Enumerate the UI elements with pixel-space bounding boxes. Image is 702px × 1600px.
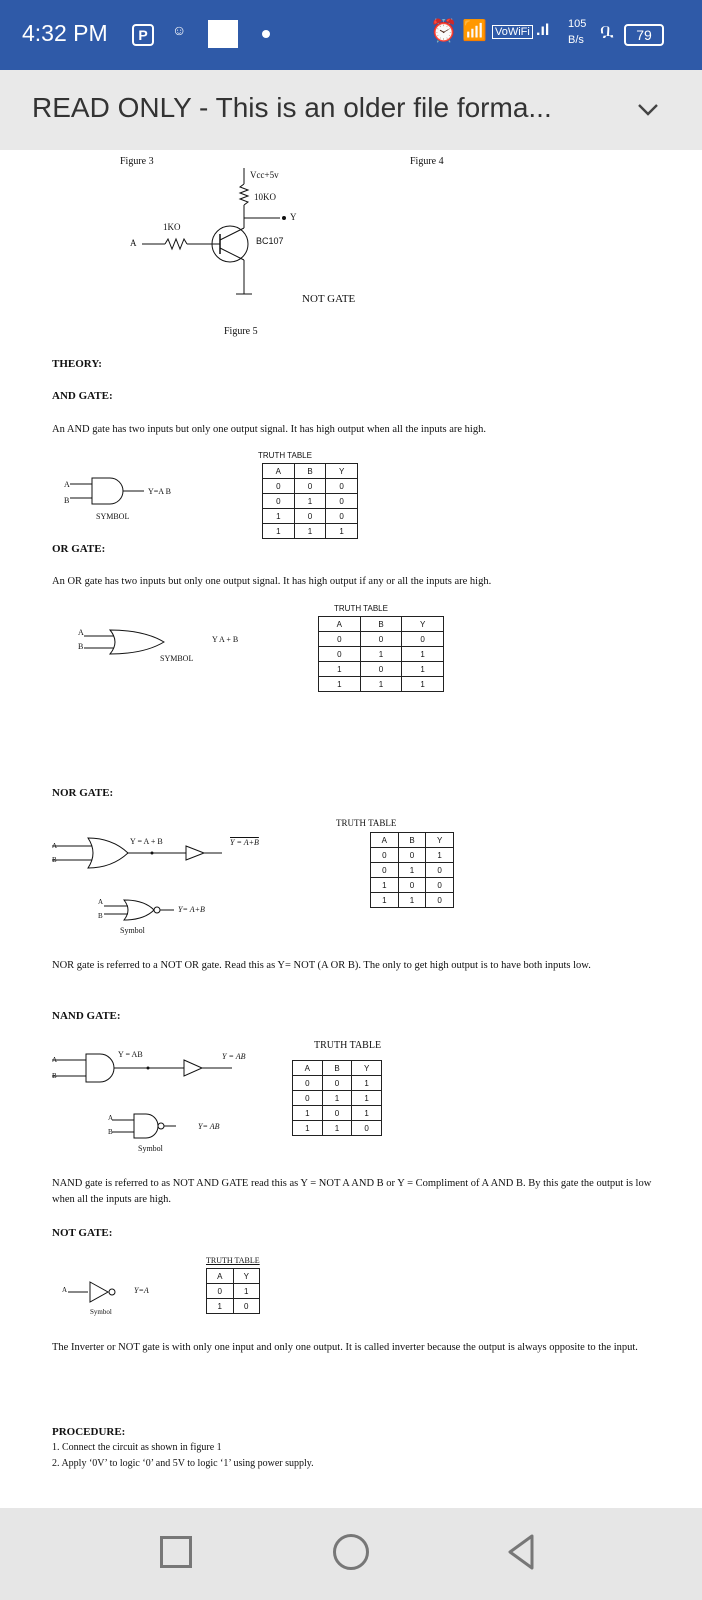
and-gate-heading: AND GATE: [52, 390, 113, 402]
truth-table-row [293, 1091, 382, 1106]
truth-table-cell: 0 [293, 1076, 323, 1091]
truth-table-cell: 1 [398, 863, 426, 878]
procedure-step-1: 1. Connect the circuit as shown in figure 1 [52, 1442, 222, 1453]
truth-table-cell: 1 [319, 677, 361, 692]
truth-table-cell: 1 [426, 848, 454, 863]
truth-table-cell: 0 [371, 863, 399, 878]
vcc-label: Vcc+5v [250, 170, 279, 180]
figure-3-label: Figure 3 [120, 156, 154, 167]
truth-table-header-row [371, 833, 454, 848]
truth-table-cell: 1 [293, 1106, 323, 1121]
figure-5-label: Figure 5 [224, 326, 258, 337]
truth-table-cell: 1 [360, 647, 402, 662]
truth-table-cell: 0 [402, 632, 444, 647]
and-truth-table-title: TRUTH TABLE [258, 451, 312, 460]
and-input-a: A [64, 480, 70, 489]
truth-table-cell: 1 [263, 509, 295, 524]
truth-table-cell: 0 [398, 848, 426, 863]
collector-resistor-label: 10KO [254, 192, 276, 202]
home-button[interactable] [333, 1534, 369, 1570]
truth-table-row [207, 1284, 260, 1299]
truth-table-header-cell: A [293, 1061, 323, 1076]
or-truth-table [318, 616, 444, 692]
truth-table-cell: 1 [352, 1091, 382, 1106]
not-output-label: Y=A [134, 1286, 149, 1295]
truth-table-cell: 1 [402, 662, 444, 677]
truth-table-cell: 0 [326, 479, 358, 494]
or-gate-symbol [84, 628, 204, 656]
truth-table-header-cell: B [360, 617, 402, 632]
truth-table-cell: 1 [402, 677, 444, 692]
not-gate-caption: NOT GATE [302, 293, 356, 305]
truth-table-cell: 1 [263, 524, 295, 539]
truth-table-cell: 1 [322, 1121, 352, 1136]
vowifi-badge: VoWiFi [492, 25, 533, 39]
not-symbol-label: Symbol [90, 1308, 112, 1316]
status-time: 4:32 PM [22, 20, 108, 46]
truth-table-cell: 0 [426, 863, 454, 878]
truth-table-cell: 0 [398, 878, 426, 893]
truth-table-header-cell: A [371, 833, 399, 848]
nand-input-b: B [52, 1072, 57, 1080]
alarm-icon: ⏰ [430, 18, 458, 43]
not-truth-table-title: TRUTH TABLE [206, 1256, 260, 1265]
truth-table-header-cell: Y [233, 1269, 260, 1284]
nand-input-a: A [52, 1056, 58, 1064]
nor-input-b: B [52, 856, 57, 864]
truth-table-cell: 1 [371, 878, 399, 893]
truth-table-row [293, 1106, 382, 1121]
truth-table-header-cell: B [322, 1061, 352, 1076]
truth-table-header-cell: A [319, 617, 361, 632]
network-speed-bottom: B/s [568, 34, 584, 46]
truth-table-header-cell: Y [402, 617, 444, 632]
truth-table-header-cell: B [398, 833, 426, 848]
not-input-a: A [62, 1286, 68, 1294]
truth-table-header-row [319, 617, 444, 632]
or-input-b: B [78, 642, 84, 651]
nor-symbol-label: Symbol [120, 926, 145, 935]
nor-symbol-output: Y= A+B [178, 905, 205, 914]
status-bar [0, 0, 702, 70]
nand-intermediate-label: Y = AB [118, 1050, 143, 1059]
nand-output-label: Y = AB [222, 1052, 246, 1061]
dot-icon [262, 30, 270, 38]
procedure-step-2: 2. Apply ‘0V’ to logic ‘0’ and 5V to logic ‘1’ using power supply. [52, 1458, 314, 1469]
or-truth-table-title: TRUTH TABLE [334, 604, 388, 613]
or-output-label: Y A + B [212, 635, 239, 644]
nor-symbol-input-a: A [98, 898, 104, 906]
truth-table-cell: 0 [263, 479, 295, 494]
or-gate-description: An OR gate has two inputs but only one output signal. It has high output if any or all the inputs are high. [52, 576, 492, 587]
usb-icon: ቧ [600, 20, 614, 40]
nor-output-label: Y = A+B [230, 838, 259, 847]
nand-symbol-input-a: A [108, 1114, 114, 1122]
network-speed-top: 105 [568, 18, 587, 30]
truth-table-cell: 0 [360, 632, 402, 647]
truth-table-cell: 0 [233, 1299, 260, 1314]
truth-table-cell: 0 [322, 1106, 352, 1121]
truth-table-row [293, 1076, 382, 1091]
truth-table-cell: 0 [352, 1121, 382, 1136]
truth-table-cell: 1 [294, 494, 326, 509]
truth-table-row [293, 1121, 382, 1136]
nor-gate-description: NOR gate is referred to a NOT OR gate. Read this as Y= NOT (A OR B). The only to get high output is to have both inputs low. [52, 960, 591, 971]
nor-symbol-input-b: B [98, 912, 103, 920]
and-output-label: Y=A B [148, 487, 171, 496]
nand-gate-circuit [52, 1050, 282, 1140]
truth-table-header-cell: Y [352, 1061, 382, 1076]
truth-table-row [371, 878, 454, 893]
and-truth-table [262, 463, 358, 539]
truth-table-row [263, 479, 358, 494]
android-navigation-bar [0, 1508, 702, 1600]
truth-table-cell: 1 [322, 1091, 352, 1106]
notification-icon: ☺ [172, 22, 187, 38]
not-gate-heading: NOT GATE: [52, 1227, 113, 1239]
truth-table-row [207, 1299, 260, 1314]
truth-table-cell: 1 [294, 524, 326, 539]
truth-table-row [319, 677, 444, 692]
truth-table-cell: 1 [398, 893, 426, 908]
truth-table-cell: 1 [293, 1121, 323, 1136]
truth-table-row [263, 494, 358, 509]
nand-symbol-output: Y= AB [198, 1122, 220, 1131]
and-input-b: B [64, 496, 70, 505]
or-input-a: A [78, 628, 84, 637]
truth-table-cell: 0 [360, 662, 402, 677]
truth-table-cell: 0 [263, 494, 295, 509]
truth-table-cell: 0 [293, 1091, 323, 1106]
battery-icon: 79 [624, 24, 664, 46]
nand-gate-description: NAND gate is referred to as NOT AND GATE read this as Y = NOT A AND B or Y = Compliment of A AND B. By this gate the output is low when all the inputs are high. [52, 1178, 652, 1205]
back-button[interactable] [506, 1534, 536, 1570]
truth-table-header-cell: A [207, 1269, 234, 1284]
truth-table-row [371, 848, 454, 863]
truth-table-cell: 1 [360, 677, 402, 692]
truth-table-row [319, 632, 444, 647]
truth-table-header-cell: Y [326, 464, 358, 479]
not-truth-table [206, 1268, 260, 1314]
truth-table-cell: 0 [326, 509, 358, 524]
truth-table-cell: 0 [322, 1076, 352, 1091]
truth-table-cell: 1 [402, 647, 444, 662]
truth-table-cell: 0 [319, 632, 361, 647]
truth-table-header-cell: Y [426, 833, 454, 848]
and-gate-description: An AND gate has two inputs but only one output signal. It has high output when all the inputs are high. [52, 424, 486, 435]
truth-table-cell: 0 [426, 893, 454, 908]
not-gate-description: The Inverter or NOT gate is with only one input and only one output. It is called inverter because the output is always opposite to the input. [52, 1342, 638, 1353]
nand-gate-heading: NAND GATE: [52, 1010, 121, 1022]
procedure-heading: PROCEDURE: [52, 1426, 126, 1438]
not-gate-circuit-diagram [120, 166, 320, 306]
truth-table-cell: 1 [319, 662, 361, 677]
app-notification-icon: P [132, 24, 154, 46]
base-resistor-label: 1KO [163, 222, 181, 232]
signal-icon: .ıl [536, 22, 550, 39]
banner-title: READ ONLY - This is an older file forma... [32, 92, 552, 123]
and-gate-symbol [70, 476, 160, 506]
theory-heading: THEORY: [52, 358, 102, 370]
truth-table-header-row [263, 464, 358, 479]
or-gate-heading: OR GATE: [52, 543, 106, 555]
truth-table-row [371, 863, 454, 878]
truth-table-header-cell: A [263, 464, 295, 479]
and-symbol-label: SYMBOL [96, 512, 130, 521]
chevron-down-icon[interactable] [636, 102, 660, 118]
truth-table-row [263, 524, 358, 539]
truth-table-header-row [293, 1061, 382, 1076]
nor-truth-table [370, 832, 454, 908]
or-symbol-label: SYMBOL [160, 654, 194, 663]
nand-symbol-label: Symbol [138, 1144, 163, 1153]
truth-table-cell: 1 [233, 1284, 260, 1299]
wifi-icon: 📶 [462, 20, 487, 42]
nand-symbol-input-b: B [108, 1128, 113, 1136]
truth-table-cell: 0 [294, 479, 326, 494]
truth-table-cell: 0 [319, 647, 361, 662]
document-page[interactable] [0, 150, 702, 1508]
truth-table-cell: 0 [294, 509, 326, 524]
truth-table-cell: 1 [371, 893, 399, 908]
nand-truth-table [292, 1060, 382, 1136]
nor-intermediate-label: Y = A + B [130, 837, 163, 846]
truth-table-cell: 1 [207, 1299, 234, 1314]
nor-truth-table-title: TRUTH TABLE [336, 818, 397, 828]
truth-table-cell: 1 [326, 524, 358, 539]
nor-gate-circuit [52, 834, 282, 930]
transistor-label: BC107 [256, 236, 284, 246]
truth-table-cell: 0 [371, 848, 399, 863]
truth-table-row [263, 509, 358, 524]
truth-table-cell: 1 [352, 1076, 382, 1091]
truth-table-row [319, 647, 444, 662]
figure-4-label: Figure 4 [410, 156, 444, 167]
truth-table-row [371, 893, 454, 908]
nor-input-a: A [52, 842, 58, 850]
output-y-label: Y [290, 212, 297, 222]
truth-table-row [319, 662, 444, 677]
read-only-banner[interactable] [0, 70, 702, 150]
square-notification-icon [208, 20, 238, 48]
truth-table-header-cell: B [294, 464, 326, 479]
truth-table-header-row [207, 1269, 260, 1284]
truth-table-cell: 0 [426, 878, 454, 893]
nor-gate-heading: NOR GATE: [52, 787, 114, 799]
truth-table-cell: 1 [352, 1106, 382, 1121]
input-a-label: A [130, 238, 137, 248]
truth-table-cell: 0 [207, 1284, 234, 1299]
truth-table-cell: 0 [326, 494, 358, 509]
recents-button[interactable] [160, 1536, 192, 1568]
nand-truth-table-title: TRUTH TABLE [314, 1040, 382, 1051]
